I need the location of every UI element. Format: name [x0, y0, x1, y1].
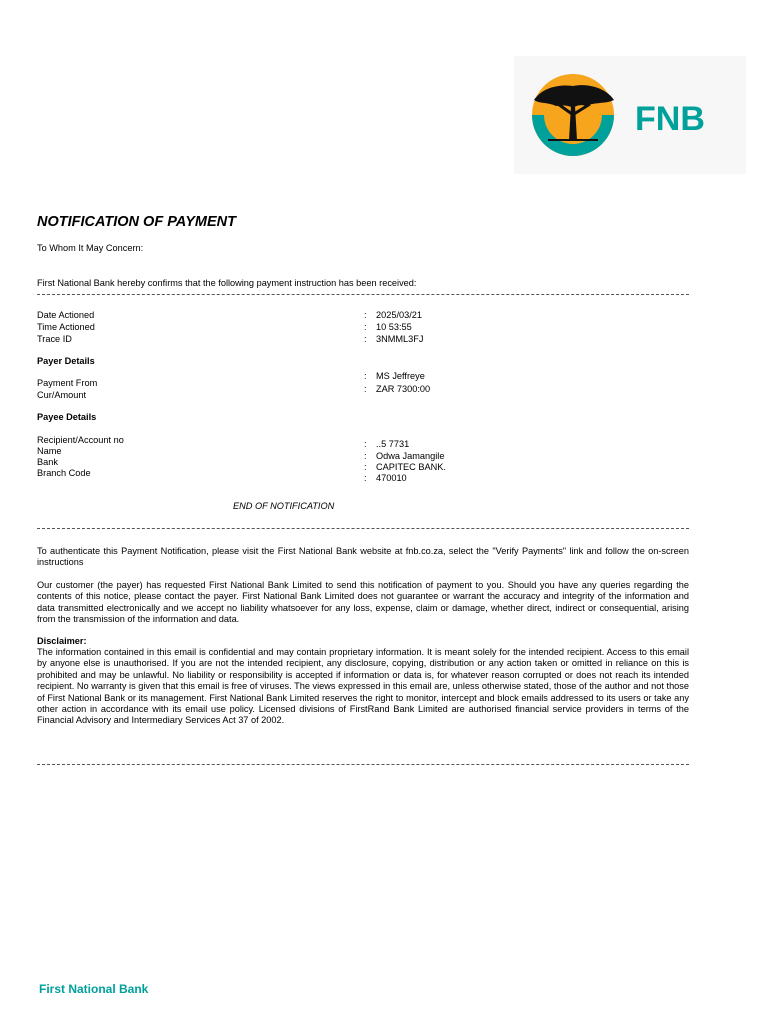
divider [37, 764, 689, 765]
divider [37, 294, 689, 295]
row-value: 10 53:55 [376, 322, 412, 332]
row-label: Name [37, 446, 62, 456]
row-colon: : [364, 462, 367, 472]
row-label: Bank [37, 457, 58, 467]
bank-value: CAPITEC BANK. [376, 462, 446, 472]
row-value: MS Jeffreye [376, 371, 425, 381]
row-colon: : [364, 473, 367, 483]
row-colon: : [364, 439, 367, 449]
row-value: ZAR 7300:00 [376, 384, 431, 394]
branch-code-value: 470010 [376, 473, 407, 483]
footer-brand: First National Bank [39, 982, 149, 996]
fnb-logo [514, 56, 746, 174]
greeting: To Whom It May Concern: [37, 243, 144, 253]
end-of-notification: END OF NOTIFICATION [233, 501, 335, 511]
row-colon: : [364, 310, 367, 320]
disclaimer-heading: Disclaimer: [37, 636, 87, 646]
row-colon: : [364, 334, 367, 344]
authenticate-text: To authenticate this Payment Notification, please visit the First National Bank website at fnb.co.za, select the "Verify Payments" link and follow the on-screen instructions [37, 546, 689, 568]
logo-text: FNB [635, 100, 705, 138]
row-colon: : [364, 451, 367, 461]
row-label: Cur/Amount [37, 390, 87, 400]
row-colon: : [364, 322, 367, 332]
row-label: Date Actioned [37, 310, 95, 320]
disclaimer-text: The information contained in this email is confidential and may contain proprietary information. It is meant solely for the intended recipient. Access to this email by anyone else is unauthorised. If you are not the intended recipient, any disclosure, copying, distribution or any action taken or omitted in reliance on this is prohibited and may be unlawful. No liability or responsibility is accepted if information or data is, for whatever reason corrupted or does not reach its intended recipient. No warranty is given that this email is free of viruses. The views expressed in this email are, unless otherwise stated, those of the author and not those of First National Bank or its management. First National Bank Limited reserves the right to monitor, intercept and block emails addressed to its users or take any other action in accordance with its email use policy. Licensed divisions of FirstRand Bank Limited are authorised financial service providers in terms of the Financial Advisory and Intermediary Services Act 37 of 2002. [37, 647, 689, 726]
row-label: Time Actioned [37, 322, 95, 332]
row-value: 3NMML3FJ [376, 334, 424, 344]
row-colon: : [364, 384, 367, 394]
page-title: NOTIFICATION OF PAYMENT [37, 214, 236, 230]
row-label: Recipient/Account no [37, 435, 124, 445]
account-value: ..5 7731 [376, 439, 410, 449]
divider [37, 528, 689, 529]
payer-heading: Payer Details [37, 356, 95, 366]
acacia-tree-icon [528, 70, 624, 160]
intro-text: First National Bank hereby confirms that the following payment instruction has been received: [37, 278, 417, 288]
row-value: 2025/03/21 [376, 310, 422, 320]
row-label: Payment From [37, 378, 98, 388]
row-colon: : [364, 371, 367, 381]
row-label: Trace ID [37, 334, 72, 344]
row-label: Branch Code [37, 468, 91, 478]
name-value: Odwa Jamangile [376, 451, 445, 461]
customer-note: Our customer (the payer) has requested First National Bank Limited to send this notification of payment to you. Should you have any queries regarding the contents of this notice, please contact the payer. First National Bank Limited does not guarantee or warrant the accuracy and integrity of the information and data transmitted electronically and we accept no liability whatsoever for any loss, expense, claim or damage, whether direct, indirect or consequential, arising from the transmission of the information and data. [37, 580, 689, 625]
payee-heading: Payee Details [37, 412, 97, 422]
